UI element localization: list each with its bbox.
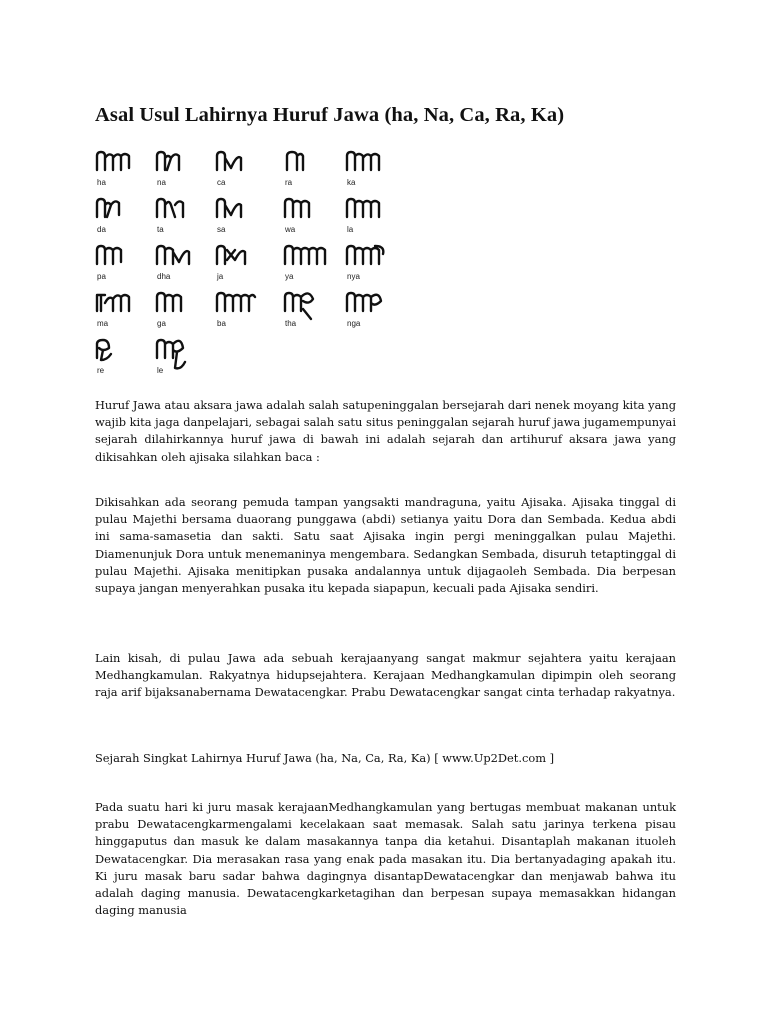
aksara-ja-glyph [215,244,263,268]
paragraph-intro: Huruf Jawa atau aksara jawa adalah salah satupeninggalan bersejarah dari nenek moyang kita yang wajib kita jaga danpelajari, sebagai salah satu situs peninggalan sejarah huruf jawa jugamempunyai sejarah dilahirkannya huruf jawa di bawah ini adalah sejarah dan artihuruf aksara jawa yang dikisahkan oleh ajisaka silahkan baca : [95,398,676,464]
aksara-cell-re [95,338,155,378]
paragraph-juru-masak: Pada suatu hari ki juru masak kerajaanMedhangkamulan yang bertugas membuat makanan untuk prabu Dewatacengkarmengalami kecelakaan saat memasak. Salah satu jarinya terkena pisau hinggaputus dan masuk ke dalam masakannya tanpa dia ketahui. Disantaplah makanan ituoleh Dewatacengkar. Dia merasakan rasa yang enak pada masakan itu. Dia bertanyadaging apakah itu. Ki juru masak baru sadar bahwa dagingnya disantapDewatacengkar dan menjawab bahwa itu adalah daging manusia. Dewatacengkarketagihan dan berpesan supaya memasakkan hidangan daging manusia [95,800,676,918]
aksara-label: ya [285,272,294,281]
aksara-label: sa [217,225,226,234]
aksara-label: ra [285,178,293,187]
aksara-pa-glyph [95,244,143,268]
section-subheading: Sejarah Singkat Lahirnya Huruf Jawa (ha, Na, Ca, Ra, Ka) [ www.Up2Det.com ] [95,751,555,765]
aksara-ya-glyph [283,244,331,268]
aksara-cell-la [345,197,405,237]
aksara-ga-glyph [155,291,203,315]
aksara-le-glyph [155,338,203,362]
aksara-ha-glyph [95,150,143,174]
aksara-label: nya [347,272,360,281]
aksara-na-glyph [155,150,203,174]
aksara-ba-glyph [215,291,263,315]
aksara-label: ca [217,178,226,187]
aksara-la-glyph [345,197,393,221]
aksara-da-glyph [95,197,143,221]
aksara-cell-ya [283,244,343,284]
aksara-label: na [157,178,166,187]
aksara-cell-ta [155,197,215,237]
aksara-ka-glyph [345,150,393,174]
aksara-cell-ja [215,244,275,284]
aksara-label: dha [157,272,171,281]
aksara-cell-dha [155,244,215,284]
aksara-ma-glyph [95,291,143,315]
aksara-jawa-chart [95,150,395,375]
aksara-dha-glyph [155,244,203,268]
aksara-cell-le [155,338,215,378]
aksara-tha-glyph [283,291,331,315]
aksara-cell-sa [215,197,275,237]
aksara-sa-glyph [215,197,263,221]
aksara-cell-ma [95,291,155,331]
aksara-cell-ka [345,150,405,190]
aksara-cell-ba [215,291,275,331]
aksara-cell-tha [283,291,343,331]
aksara-label: ma [97,319,109,328]
aksara-label: nga [347,319,361,328]
aksara-cell-da [95,197,155,237]
aksara-cell-ca [215,150,275,190]
aksara-cell-na [155,150,215,190]
aksara-label: pa [97,272,106,281]
aksara-label: tha [285,319,297,328]
aksara-label: wa [285,225,296,234]
aksara-label: ka [347,178,356,187]
aksara-cell-ga [155,291,215,331]
aksara-cell-ha [95,150,155,190]
aksara-ta-glyph [155,197,203,221]
aksara-label: ta [157,225,164,234]
aksara-label: da [97,225,106,234]
aksara-nga-glyph [345,291,393,315]
aksara-label: re [97,366,105,375]
aksara-nya-glyph [345,244,393,268]
aksara-ca-glyph [215,150,263,174]
aksara-ra-glyph [283,150,331,174]
aksara-cell-wa [283,197,343,237]
aksara-label: ga [157,319,166,328]
aksara-cell-ra [283,150,343,190]
aksara-cell-nya [345,244,405,284]
aksara-cell-pa [95,244,155,284]
paragraph-medhangkamulan: Lain kisah, di pulau Jawa ada sebuah kerajaanyang sangat makmur sejahtera yaitu kerajaan Medhangkamulan. Rakyatnya hidupsejahtera. Kerajaan Medhangkamulan dipimpin oleh seorang raja arif bijaksanabernama Dewatacengkar. Prabu Dewatacengkar sangat cinta terhadap rakyatnya. [95,651,676,700]
aksara-cell-nga [345,291,405,331]
aksara-label: la [347,225,354,234]
aksara-label: ba [217,319,226,328]
document-title: Asal Usul Lahirnya Huruf Jawa (ha, Na, Ca, Ra, Ka) [95,104,565,126]
aksara-label: ja [217,272,224,281]
aksara-label: le [157,366,164,375]
aksara-label: ha [97,178,106,187]
aksara-re-glyph [95,338,143,362]
paragraph-ajisaka: Dikisahkan ada seorang pemuda tampan yangsakti mandraguna, yaitu Ajisaka. Ajisaka tinggal di pulau Majethi bersama duaorang punggawa (abdi) setianya yaitu Dora dan Sembada. Kedua abdi ini sama-samasetia dan sakti. Satu saat Ajisaka ingin pergi meninggalkan pulau Majethi. Diamenunjuk Dora untuk menemaninya mengembara. Sedangkan Sembada, disuruh tetaptinggal di pulau Majethi. Ajisaka menitipkan pusaka andalannya untuk dijagaoleh Sembada. Dia berpesan supaya jangan menyerahkan pusaka itu kepada siapapun, kecuali pada Ajisaka sendiri. [95,495,676,596]
aksara-wa-glyph [283,197,331,221]
